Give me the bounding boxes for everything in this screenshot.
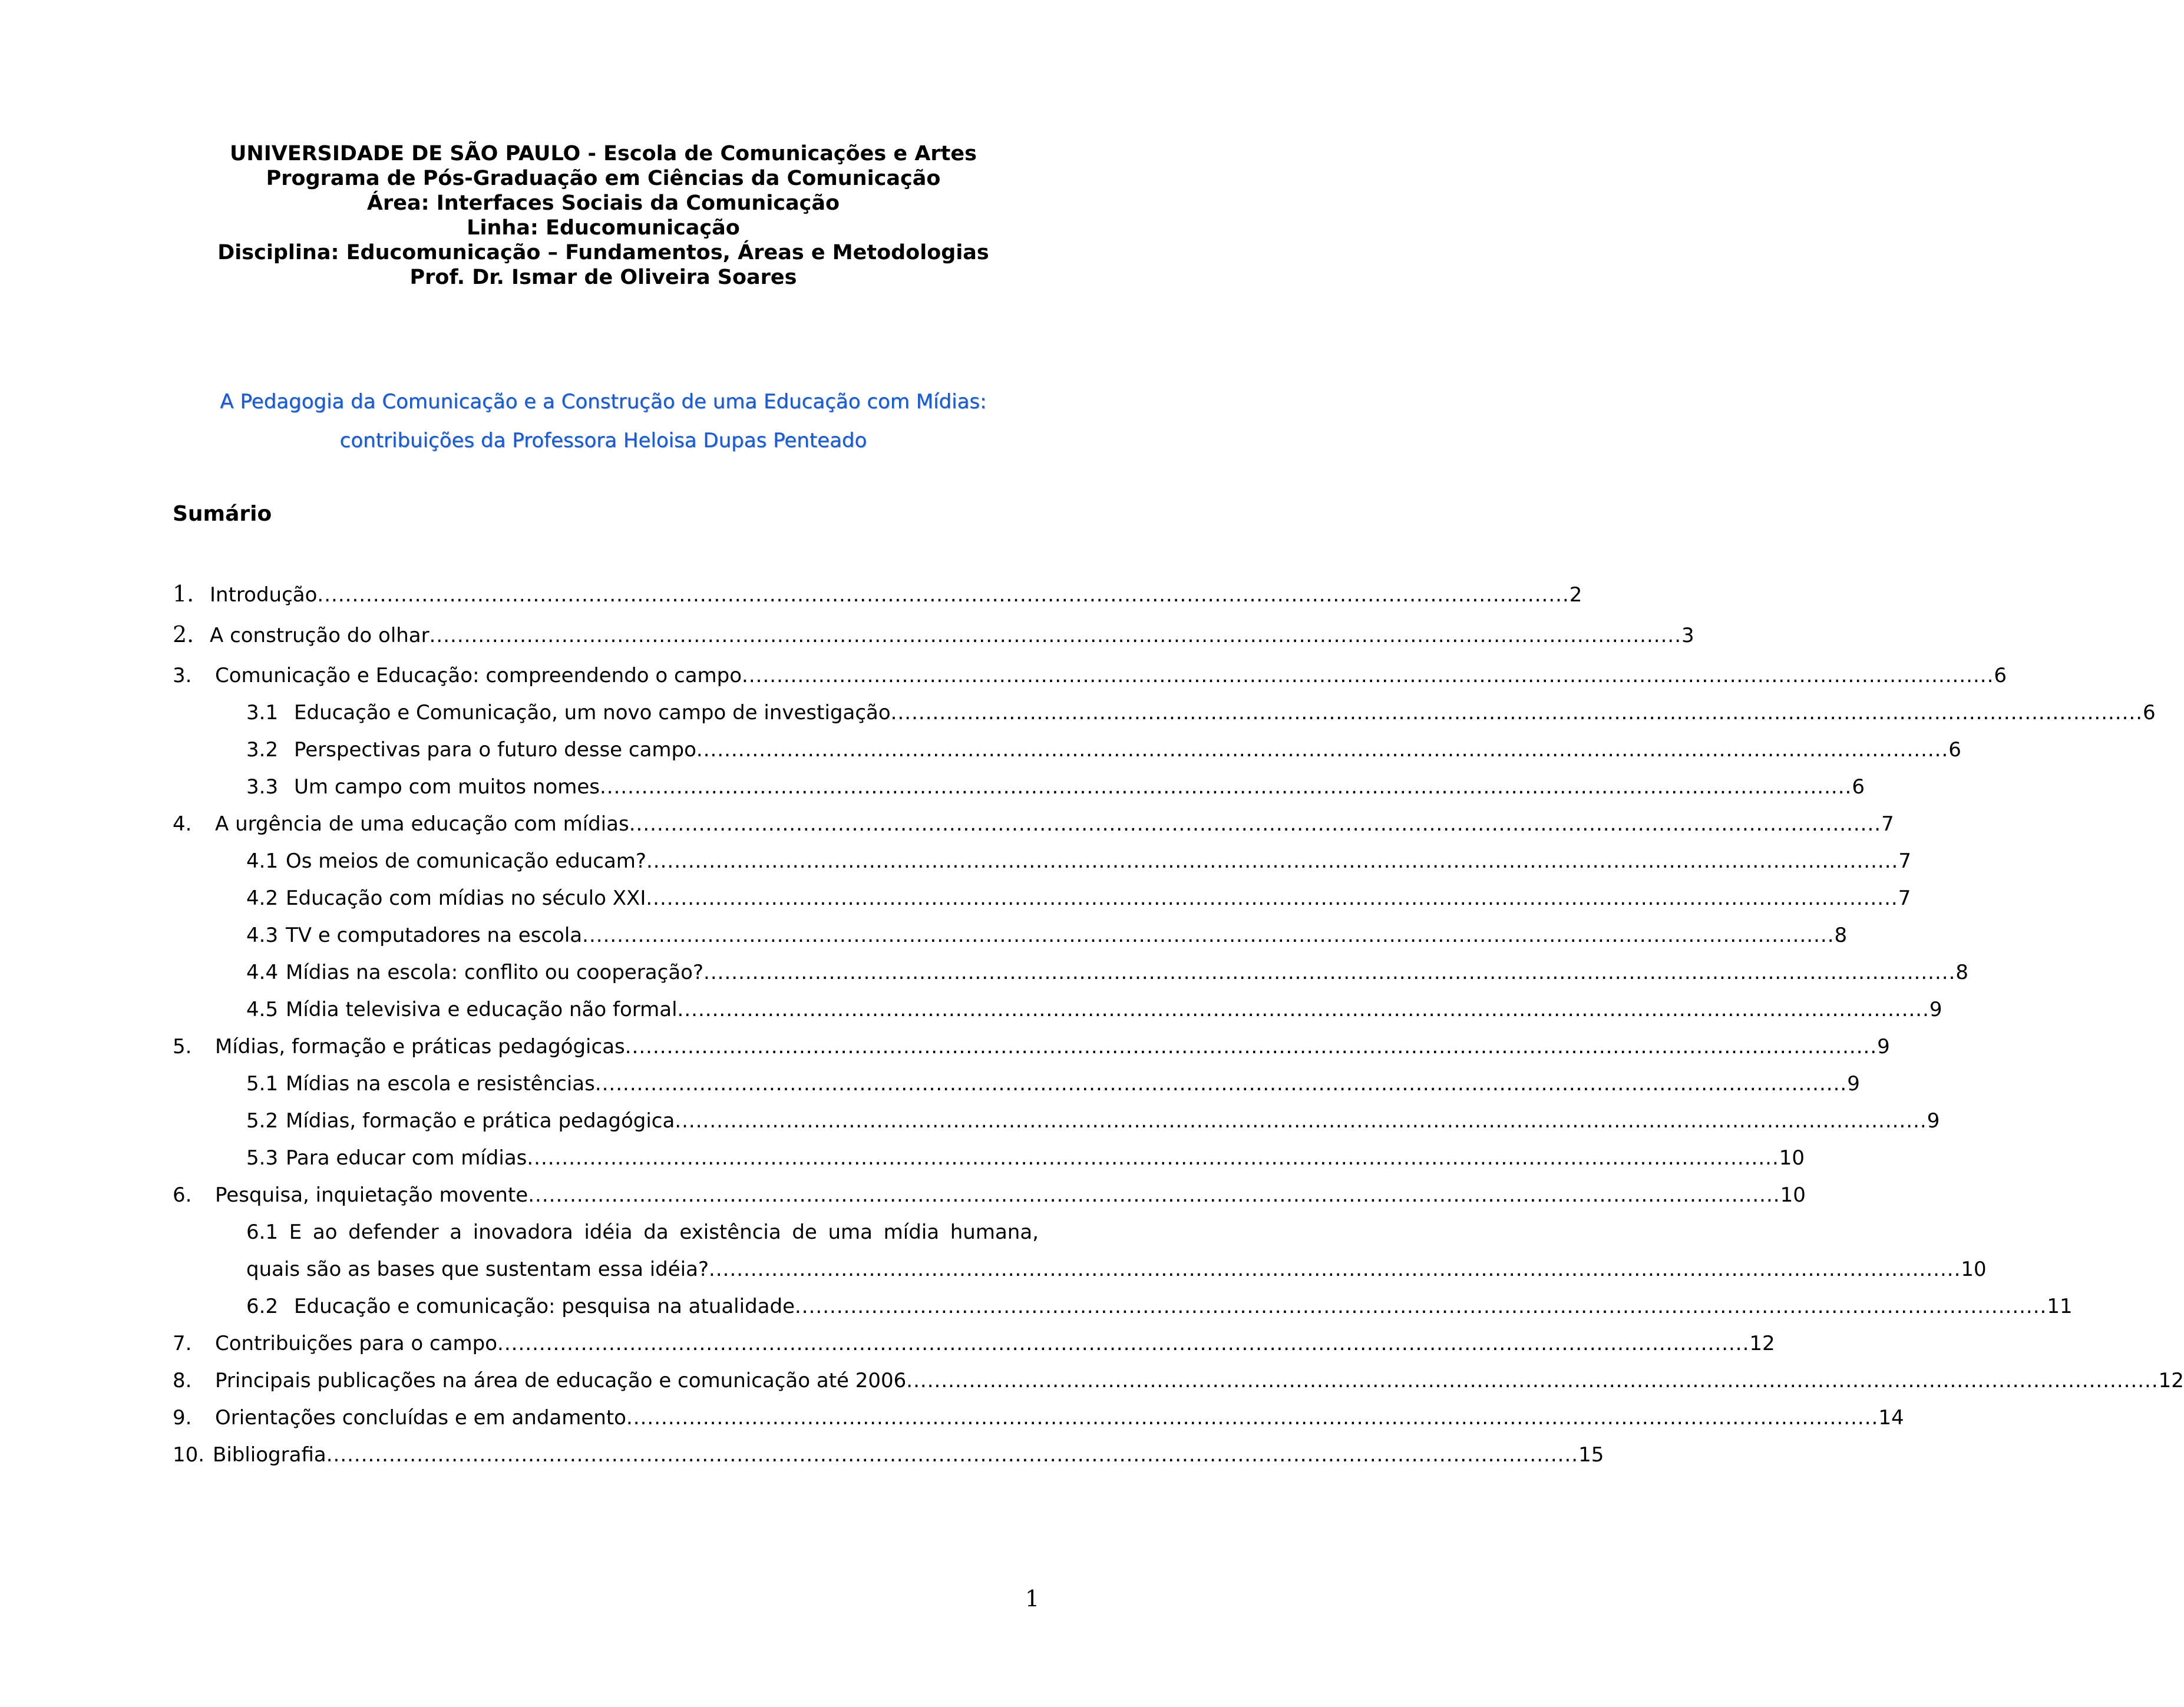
toc-entry-page: 9 [1847, 1072, 1860, 1096]
toc-entry-text-line-1: E ao defender a inovadora idéia da existência de uma mídia humana, [289, 1220, 1039, 1244]
toc-entry [246, 1295, 2073, 1318]
toc-entry [173, 1406, 1904, 1430]
document-title-line-2: contribuições da Professora Heloisa Dupas Penteado [339, 429, 867, 452]
toc-leader-dots: .................................................................................................................................................................................... [742, 664, 1994, 687]
toc-entry [173, 812, 1894, 836]
toc-leader-dots: .................................................................................................................................................................................... [599, 775, 1852, 799]
toc-entry-number: 9. [173, 1406, 192, 1430]
toc-entry-page: 9 [1927, 1109, 1940, 1133]
toc-entry [246, 1146, 1805, 1170]
toc-entry-page: 6 [1948, 738, 1961, 762]
toc-entry-text: Mídias na escola e resistências [286, 1072, 595, 1096]
toc-leader-dots: .................................................................................................................................................................................... [703, 961, 1956, 984]
toc-leader-dots: .................................................................................................................................................................................... [497, 1332, 1750, 1355]
toc-entry-number: 5. [173, 1035, 192, 1058]
toc-entry-text: Pesquisa, inquietação movente [215, 1183, 528, 1207]
toc-entry-page: 6 [1994, 664, 2007, 687]
toc-entry-page: 8 [1834, 924, 1848, 947]
toc-entry-text: Comunicação e Educação: compreendendo o campo [215, 664, 742, 687]
toc-entry [246, 775, 1865, 799]
toc-entry-page: 10 [1779, 1146, 1805, 1170]
toc-leader-dots: .................................................................................................................................................................................... [326, 1443, 1579, 1467]
toc-leader-dots: .................................................................................................................................................................................... [906, 1369, 2159, 1392]
toc-entry-text: Mídias na escola: conflito ou cooperação? [286, 961, 704, 984]
toc-entry [173, 1183, 1806, 1207]
header-program: Programa de Pós-Graduação em Ciências da Comunicação [266, 167, 941, 190]
toc-entry [173, 621, 1694, 647]
toc-entry [173, 1035, 1890, 1058]
header-professor: Prof. Dr. Ismar de Oliveira Soares [409, 266, 797, 289]
toc-entry-text: quais são as bases que sustentam essa idéia? [246, 1258, 709, 1281]
toc-leader-dots: .................................................................................................................................................................................... [626, 1406, 1879, 1430]
toc-leader-dots: .................................................................................................................................................................................... [317, 583, 1570, 607]
header-discipline: Disciplina: Educomunicação – Fundamentos, Áreas e Metodologias [217, 241, 989, 264]
header-line: Linha: Educomunicação [467, 216, 740, 240]
toc-leader-dots: .................................................................................................................................................................................... [890, 701, 2143, 725]
toc-entry [246, 1072, 1860, 1096]
toc-entry [246, 1109, 1940, 1133]
document-header [0, 141, 1207, 290]
toc-entry-text: Mídias, formação e práticas pedagógicas [215, 1035, 625, 1058]
toc-leader-dots: .................................................................................................................................................................................... [675, 1109, 1927, 1133]
header-area: Área: Interfaces Sociais da Comunicação [366, 191, 840, 215]
toc-entry-page: 15 [1578, 1443, 1604, 1467]
toc-entry-text: Introdução [210, 583, 318, 607]
toc-entry-text: Bibliografia [213, 1443, 326, 1467]
toc-entry-number: 2. [173, 621, 194, 647]
toc-leader-dots: .................................................................................................................................................................................... [629, 812, 1882, 836]
toc-entry-number: 4. [173, 812, 192, 836]
toc-entry [173, 1369, 2184, 1392]
toc-entry-text: Educação com mídias no século XXI [286, 886, 646, 910]
toc-entry-page: 3 [1681, 624, 1694, 647]
toc-entry-page: 12 [1749, 1332, 1775, 1355]
toc-leader-dots: .................................................................................................................................................................................... [709, 1258, 1961, 1281]
toc-entry [246, 849, 1911, 873]
toc-entry-text: Principais publicações na área de educação e comunicação até 2006 [215, 1369, 907, 1392]
toc-entry-number: 7. [173, 1332, 192, 1355]
toc-entry-text: Para educar com mídias [286, 1146, 527, 1170]
toc-entry-page: 10 [1780, 1183, 1806, 1207]
toc-entry-page: 11 [2047, 1295, 2073, 1318]
toc-leader-dots: .................................................................................................................................................................................... [582, 924, 1835, 947]
toc-entry-number: 4.3 [246, 924, 279, 947]
toc-entry-number: 5.3 [246, 1146, 279, 1170]
toc-entry-number: 3.1 [246, 701, 279, 725]
toc-entry-page: 9 [1877, 1035, 1890, 1058]
toc-entry-number: 6.1 [246, 1220, 279, 1244]
toc-entry-number: 4.5 [246, 998, 279, 1021]
toc-entry-number: 4.4 [246, 961, 279, 984]
toc-entry-page: 7 [1898, 886, 1911, 910]
toc-entry-text: Os meios de comunicação educam? [286, 849, 646, 873]
toc-entry-number: 3.2 [246, 738, 279, 762]
toc-entry-text: Perspectivas para o futuro desse campo [294, 738, 696, 762]
toc-entry [246, 1220, 1039, 1244]
toc-entry-page: 6 [2143, 701, 2156, 725]
toc-entry-number: 4.1 [246, 849, 279, 873]
toc-entry [173, 1443, 1604, 1467]
toc-leader-dots: .................................................................................................................................................................................... [429, 624, 1681, 647]
toc-entry-text: Um campo com muitos nomes [294, 775, 600, 799]
document-title-line-1: A Pedagogia da Comunicação e a Construção de uma Educação com Mídias: [220, 390, 987, 413]
summary-heading: Sumário [173, 502, 272, 526]
toc-leader-dots: .................................................................................................................................................................................... [677, 998, 1929, 1021]
toc-entry-number: 10. [173, 1443, 205, 1467]
toc-entry [173, 581, 1582, 607]
toc-leader-dots: .................................................................................................................................................................................... [528, 1183, 1780, 1207]
toc-entry-number: 3.3 [246, 775, 279, 799]
toc-entry-number: 6.2 [246, 1295, 279, 1318]
toc-entry-number: 8. [173, 1369, 192, 1392]
toc-entry-page: 14 [1878, 1406, 1904, 1430]
toc-entry-text: A construção do olhar [210, 624, 429, 647]
toc-leader-dots: .................................................................................................................................................................................... [696, 738, 1949, 762]
toc-entry-text: Educação e comunicação: pesquisa na atualidade [294, 1295, 795, 1318]
toc-entry-text: Contribuições para o campo [215, 1332, 498, 1355]
toc-entry [246, 701, 2156, 725]
toc-entry-text: TV e computadores na escola [286, 924, 583, 947]
toc-entry-number: 3. [173, 664, 192, 687]
toc-entry-text: Educação e Comunicação, um novo campo de investigação [294, 701, 891, 725]
toc-entry [246, 886, 1911, 910]
toc-entry-page: 12 [2158, 1369, 2184, 1392]
toc-entry [173, 1332, 1775, 1355]
toc-entry-page: 2 [1569, 583, 1582, 607]
toc-entry-number: 4.2 [246, 886, 279, 910]
toc-entry [246, 998, 1942, 1021]
toc-leader-dots: .................................................................................................................................................................................... [594, 1072, 1848, 1096]
toc-entry-continuation [246, 1258, 1987, 1281]
page-number: 1 [1025, 1586, 1040, 1612]
toc-entry-page: 10 [1961, 1258, 1987, 1281]
toc-entry-number: 5.2 [246, 1109, 279, 1133]
toc-entry-page: 6 [1852, 775, 1865, 799]
toc-leader-dots: .................................................................................................................................................................................... [625, 1035, 1878, 1058]
toc-entry-page: 7 [1881, 812, 1894, 836]
toc-leader-dots: .................................................................................................................................................................................... [646, 849, 1899, 873]
toc-entry-number: 1. [173, 581, 194, 607]
toc-entry-text: Mídia televisiva e educação não formal [286, 998, 678, 1021]
toc-entry-first-line [246, 1220, 1039, 1244]
toc-entry-page: 8 [1955, 961, 1969, 984]
toc-entry-text: A urgência de uma educação com mídias [215, 812, 629, 836]
toc-entry-text: Orientações concluídas e em andamento [215, 1406, 626, 1430]
toc-entry-page: 7 [1898, 849, 1911, 873]
toc-entry-text: Mídias, formação e prática pedagógica [286, 1109, 675, 1133]
toc-entry [246, 738, 1961, 762]
toc-entry-page: 9 [1929, 998, 1942, 1021]
toc-leader-dots: .................................................................................................................................................................................... [527, 1146, 1779, 1170]
header-university: UNIVERSIDADE DE SÃO PAULO - Escola de Comunicações e Artes [230, 142, 977, 166]
toc-leader-dots: .................................................................................................................................................................................... [646, 886, 1898, 910]
toc-entry [173, 664, 2007, 687]
toc-entry-number: 5.1 [246, 1072, 279, 1096]
toc-entry [246, 961, 1969, 984]
toc-leader-dots: .................................................................................................................................................................................... [794, 1295, 2047, 1318]
toc-entry-number: 6. [173, 1183, 192, 1207]
toc-entry [246, 924, 1848, 947]
